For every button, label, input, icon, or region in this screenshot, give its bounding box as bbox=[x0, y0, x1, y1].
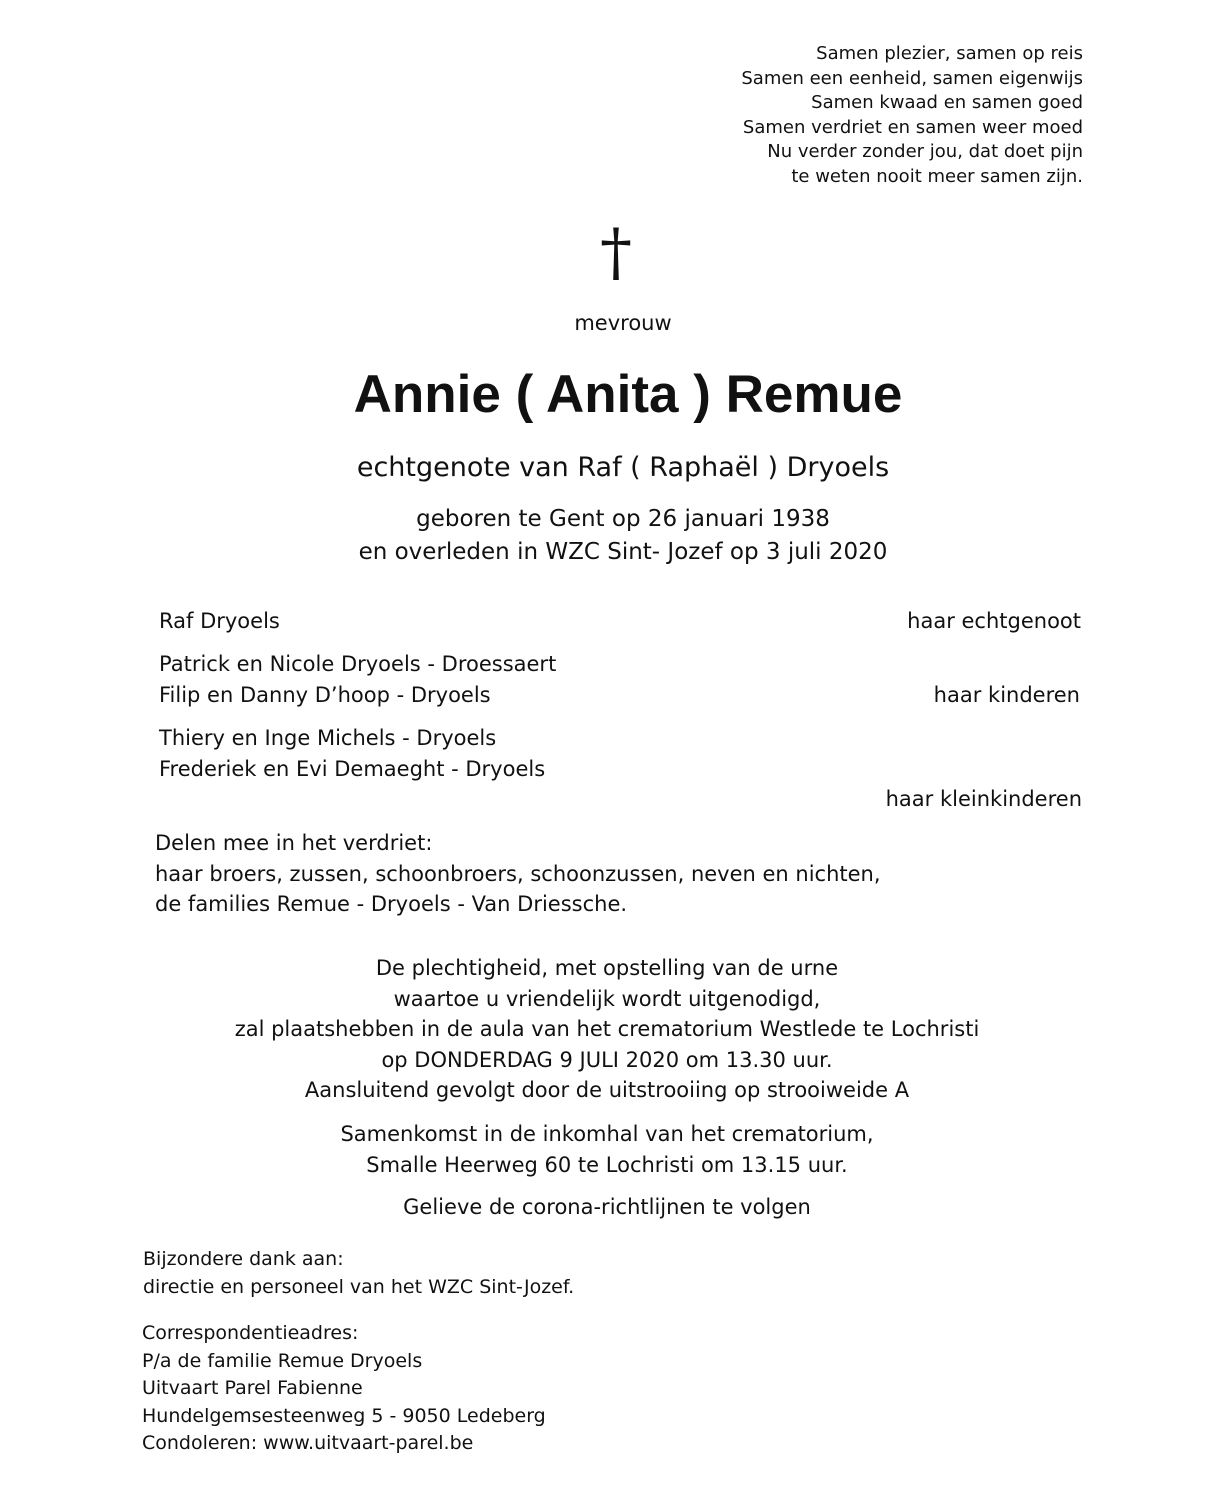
honorific: mevrouw bbox=[574, 311, 672, 335]
poem-line: Samen verdriet en samen weer moed bbox=[742, 116, 1083, 138]
died-line: en overleden in WZC Sint- Jozef op 3 juli 2020 bbox=[358, 539, 888, 565]
family-spouse-relation: haar echtgenoot bbox=[907, 609, 1081, 633]
poem-line: te weten nooit meer samen zijn. bbox=[791, 165, 1083, 187]
sharing-line: haar broers, zussen, schoonbroers, schoonzussen, neven en nichten, bbox=[155, 861, 881, 886]
ceremony-line: De plechtigheid, met opstelling van de urne bbox=[375, 956, 839, 980]
address-line: Hundelgemsesteenweg 5 - 9050 Ledeberg bbox=[142, 1404, 546, 1427]
sharing-line: Delen mee in het verdriet: bbox=[155, 831, 433, 855]
ceremony-block bbox=[0, 953, 1214, 1106]
address-line: P/a de familie Remue Dryoels bbox=[142, 1349, 423, 1372]
ceremony-line: waartoe u vriendelijk wordt uitgenodigd, bbox=[393, 986, 821, 1011]
ceremony-line: op DONDERDAG 9 JULI 2020 om 13.30 uur. bbox=[381, 1047, 833, 1072]
sharing-block bbox=[155, 828, 881, 920]
address-line: Condoleren: www.uitvaart-parel.be bbox=[142, 1432, 474, 1454]
deceased-name: Annie ( Anita ) Remue bbox=[353, 365, 903, 424]
address-block bbox=[142, 1320, 546, 1458]
poem bbox=[741, 42, 1083, 190]
address-line: Correspondentieadres: bbox=[142, 1322, 359, 1344]
thanks-line: Bijzondere dank aan: bbox=[143, 1248, 344, 1270]
ceremony-line: zal plaatshebben in de aula van het crematorium Westlede te Lochristi bbox=[234, 1017, 980, 1041]
poem-line: Samen een eenheid, samen eigenwijs bbox=[741, 67, 1083, 89]
gathering-line: Smalle Heerweg 60 te Lochristi om 13.15 uur. bbox=[366, 1152, 848, 1177]
thanks-line: directie en personeel van het WZC Sint-Jozef. bbox=[143, 1275, 575, 1298]
family-grandchildren-relation: haar kleinkinderen bbox=[885, 787, 1082, 811]
family-grandchild: Thiery en Inge Michels - Dryoels bbox=[159, 726, 497, 750]
cross-icon: † bbox=[600, 216, 632, 290]
family-children-relation: haar kinderen bbox=[933, 683, 1080, 707]
spouse-line: echtgenote van Raf ( Raphaël ) Dryoels bbox=[356, 452, 890, 483]
family-child: Filip en Danny D’hoop - Dryoels bbox=[159, 683, 491, 707]
family-child: Patrick en Nicole Dryoels - Droessaert bbox=[159, 652, 557, 676]
family-spouse-name: Raf Dryoels bbox=[159, 609, 280, 633]
address-line: Uitvaart Parel Fabienne bbox=[142, 1377, 363, 1399]
corona-notice: Gelieve de corona-richtlijnen te volgen bbox=[403, 1195, 811, 1219]
ceremony-line: Aansluitend gevolgt door de uitstrooiing op strooiweide A bbox=[304, 1078, 910, 1102]
thanks-block bbox=[143, 1246, 574, 1301]
poem-line: Samen kwaad en samen goed bbox=[811, 92, 1083, 114]
gathering-block bbox=[0, 1119, 1214, 1180]
poem-line: Samen plezier, samen op reis bbox=[816, 43, 1083, 64]
family-grandchild: Frederiek en Evi Demaeght - Dryoels bbox=[159, 757, 546, 781]
gathering-line: Samenkomst in de inkomhal van het crematorium, bbox=[340, 1122, 874, 1146]
sharing-line: de families Remue - Dryoels - Van Driessche. bbox=[155, 892, 628, 916]
born-line: geboren te Gent op 26 januari 1938 bbox=[416, 506, 830, 532]
poem-line: Nu verder zonder jou, dat doet pijn bbox=[767, 141, 1083, 163]
